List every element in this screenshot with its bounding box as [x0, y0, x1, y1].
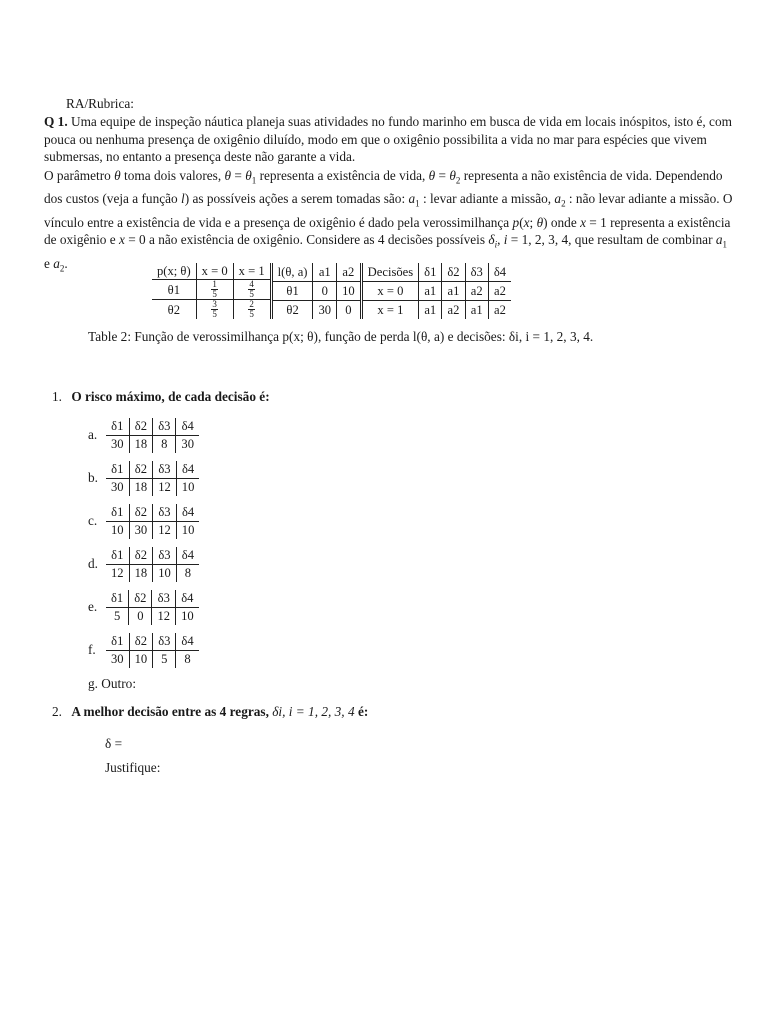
option-value-cell: 12: [152, 608, 176, 626]
justify-label[interactable]: Justifique:: [105, 760, 161, 775]
option-value-cell: 30: [176, 436, 199, 454]
option-value-cell: 18: [129, 479, 153, 497]
decisions-cell: a2: [488, 301, 511, 320]
decisions-table: [360, 263, 511, 319]
option-header-cell: δ2: [129, 590, 152, 608]
option-table: [106, 633, 199, 668]
option-letter[interactable]: c.: [88, 513, 98, 528]
likelihood-table: [152, 263, 270, 319]
option-header-cell: δ4: [176, 418, 199, 436]
option-header-cell: δ3: [152, 590, 176, 608]
option-header-cell: δ3: [153, 633, 176, 651]
question-intro-text: Uma equipe de inspeção náutica planeja suas atividades no fundo marinho em busca de vida em locais inóspitos, isto é, com pouca ou nenhuma presença de oxigênio diluído, modo em que o oxigênio possibilita a vida no mar para espécies que vivem submersas, no entanto a presença deste não garante a vida.: [44, 114, 732, 165]
loss-header-cell: a2: [337, 263, 360, 281]
delta-answer[interactable]: δ =: [105, 736, 123, 751]
option-header-cell: δ1: [111, 462, 124, 476]
option-header-cell: δ2: [129, 547, 153, 565]
option-header-cell: δ2: [129, 633, 153, 651]
decisions-cell: a2: [465, 281, 488, 300]
decisions-header-cell: δ3: [465, 263, 488, 281]
decisions-header-cell: δ1: [419, 263, 442, 281]
option-value-cell: 12: [106, 565, 129, 583]
option-value-cell: 30: [106, 436, 129, 454]
option-letter[interactable]: b.: [88, 470, 98, 485]
decisions-cell: a1: [442, 281, 465, 300]
option-value-cell: 5: [106, 608, 129, 626]
loss-table: [270, 263, 360, 319]
decisions-cell: x = 1: [361, 301, 418, 320]
option-value-cell: 18: [129, 436, 153, 454]
decisions-header-cell: δ2: [442, 263, 465, 281]
option-header-cell: δ1: [111, 419, 124, 433]
option-value-cell: 30: [106, 651, 129, 669]
option-header-cell: δ1: [111, 634, 124, 648]
option-value-cell: 12: [153, 479, 177, 497]
option-header-cell: δ2: [129, 418, 153, 436]
likelihood-header-cell: x = 0: [196, 263, 233, 280]
option-value-cell: 5: [153, 651, 176, 669]
decisions-cell: x = 0: [361, 281, 418, 300]
option-header-cell: δ4: [176, 504, 199, 522]
loss-cell: 10: [337, 281, 360, 300]
option-table: [106, 547, 199, 582]
option-value-cell: 10: [176, 479, 199, 497]
option-value-cell: 10: [106, 522, 129, 540]
likelihood-value-cell: $\frac{4}{5}$: [233, 280, 270, 300]
decisions-cell: a1: [465, 301, 488, 320]
loss-cell: θ2: [271, 301, 313, 320]
option-header-cell: δ2: [129, 461, 153, 479]
ra-label: RA/Rubrica:: [66, 96, 134, 111]
option-table: [106, 504, 199, 539]
option-value-cell: 30: [129, 522, 153, 540]
option-header-cell: δ4: [176, 461, 199, 479]
table-caption: Table 2: Função de verossimilhança p(x; θ), função de perda l(θ, a) e decisões: δi, i = 1, 2, 3, 4.: [88, 329, 594, 344]
loss-header-cell: a1: [313, 263, 337, 281]
option-value-cell: 18: [129, 565, 153, 583]
option-value-cell: 8: [153, 436, 176, 454]
option-header-cell: δ3: [153, 504, 177, 522]
decisions-cell: a2: [442, 301, 465, 320]
option-header-cell: δ3: [153, 418, 176, 436]
likelihood-theta-cell: θ2: [152, 300, 196, 320]
option-table: [106, 418, 199, 453]
option-value-cell: 0: [129, 608, 152, 626]
option-letter[interactable]: f.: [88, 642, 96, 657]
option-table: [106, 590, 199, 625]
loss-cell: 0: [337, 301, 360, 320]
question-intro: [44, 113, 734, 166]
option-value-cell: 8: [176, 565, 199, 583]
option-value-cell: 8: [176, 651, 199, 669]
option-header-cell: δ3: [153, 547, 177, 565]
option-letter[interactable]: a.: [88, 427, 98, 442]
likelihood-value-cell: $\frac{3}{5}$: [196, 300, 233, 320]
decisions-header-cell: δ4: [488, 263, 511, 281]
option-header-cell: δ1: [111, 505, 124, 519]
loss-cell: θ1: [271, 281, 313, 300]
question-parameters: O parâmetro θ toma dois valores, $\theta = \theta_1$ representa a existência de vida, $\theta = \theta_2$ representa a não existência de vida. Dependendo dos custos (veja a função l) as possíveis ações a serem tomadas são: $a_1$ : levar adiante a missão, $a_2$ : não levar adiante a missão. O vínculo entre a existência de vida e a presença de oxigênio é dado pela verossimilhança p(x; θ) onde x = 1 representa a existência de oxigênio e x = 0 a não existência de oxigênio. Considere as 4 decisões possíveis $\delta_i$, i = 1, 2, 3, 4, que resultam de combinar $a_1$ e $a_2$.: [44, 168, 733, 274]
likelihood-value-cell: $\frac{2}{5}$: [233, 300, 270, 320]
option-header-cell: δ1: [111, 548, 124, 562]
option-header-cell: δ2: [129, 504, 153, 522]
option-header-cell: δ4: [176, 633, 199, 651]
question-id: Q 1.: [44, 114, 68, 129]
option-table: [106, 461, 199, 496]
likelihood-header-cell: p(x; θ): [157, 264, 191, 278]
likelihood-header-cell: x = 1: [233, 263, 270, 280]
likelihood-value-cell: $\frac{1}{5}$: [196, 280, 233, 300]
option-value-cell: 10: [176, 522, 199, 540]
option-header-cell: δ4: [176, 547, 199, 565]
option-header-cell: δ1: [111, 591, 124, 605]
option-letter[interactable]: e.: [88, 599, 98, 614]
option-value-cell: 12: [153, 522, 177, 540]
decisions-header-cell: Decisões: [361, 263, 418, 281]
likelihood-theta-cell: θ1: [152, 280, 196, 300]
question-tables: [152, 263, 511, 319]
loss-cell: 0: [313, 281, 337, 300]
decisions-cell: a2: [488, 281, 511, 300]
item1-heading: 1. O risco máximo, de cada decisão é:: [52, 389, 270, 404]
loss-header-cell: l(θ, a): [271, 263, 313, 281]
option-value-cell: 10: [129, 651, 153, 669]
decisions-cell: a1: [419, 281, 442, 300]
option-other[interactable]: g. Outro:: [88, 676, 137, 691]
option-letter[interactable]: d.: [88, 556, 98, 571]
decisions-cell: a1: [419, 301, 442, 320]
option-value-cell: 30: [106, 479, 129, 497]
option-header-cell: δ3: [153, 461, 177, 479]
option-header-cell: δ4: [176, 590, 199, 608]
option-value-cell: 10: [176, 608, 199, 626]
loss-cell: 30: [313, 301, 337, 320]
option-value-cell: 10: [153, 565, 177, 583]
item2-heading: 2. A melhor decisão entre as 4 regras, δi, i = 1, 2, 3, 4 é:: [52, 704, 369, 719]
